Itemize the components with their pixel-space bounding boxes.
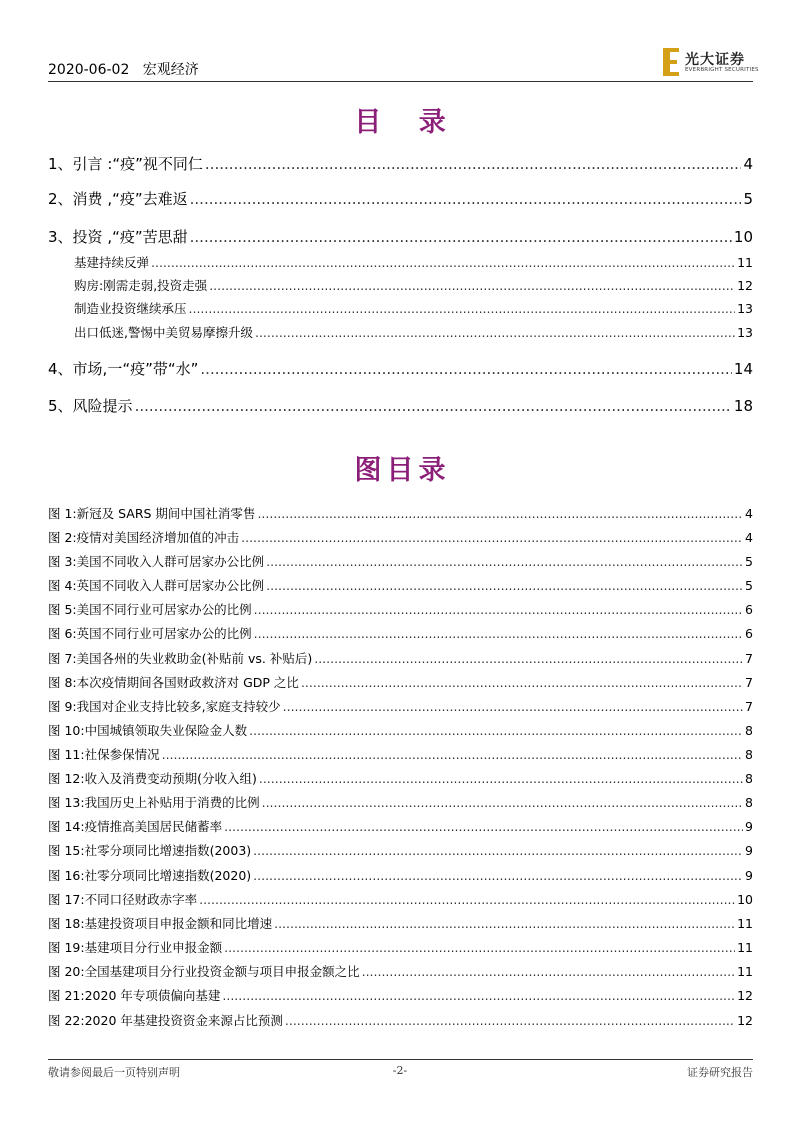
figure-item[interactable] [48,673,753,691]
toc-item[interactable] [48,358,753,378]
figure-item[interactable] [48,552,753,570]
figure-title: 图 17:不同口径财政赤字率 [48,892,198,907]
dot-leader [285,1013,735,1028]
figure-item[interactable] [48,721,753,739]
report-header [48,61,199,79]
dot-leader [262,795,743,810]
figure-title: 图 9:我国对企业支持比较多,家庭支持较少 [48,699,281,714]
dot-leader [253,868,743,883]
toc-item-number: 1、 [48,155,73,173]
dot-leader [255,325,735,340]
dot-leader [151,255,735,270]
figure-page: 11 [737,916,753,931]
figure-item[interactable] [48,600,753,618]
figure-item[interactable] [48,576,753,594]
figure-list-heading: 图目录 [354,455,451,486]
dot-leader [266,554,743,569]
figure-item[interactable] [48,745,753,763]
figure-title: 图 21:2020 年专项债偏向基建 [48,988,221,1003]
dot-leader [190,190,742,208]
figure-page: 6 [745,602,753,617]
figure-title: 图 12:收入及消费变动预期(分收入组) [48,771,257,786]
figure-page: 12 [737,988,753,1003]
dot-leader [249,723,743,738]
toc-item-page: 4 [743,155,753,173]
figure-page: 4 [745,530,753,545]
figure-title: 图 16:社零分项同比增速指数(2020) [48,868,252,883]
figure-title: 图 20:全国基建项目分行业投资金额与项目申报金额之比 [48,964,360,979]
figure-item[interactable] [48,1011,753,1029]
dot-leader [274,916,735,931]
figure-title: 图 18:基建投资项目申报金额和同比增速 [48,916,273,931]
toc-subitem-title: 制造业投资继续承压 [74,301,187,316]
dot-leader [254,626,743,641]
toc-item-page: 14 [733,360,753,378]
figure-title: 图 22:2020 年基建投资资金来源占比预测 [48,1013,283,1028]
toc-item-number: 2、 [48,190,73,208]
figure-title: 图 4:英国不同收入人群可居家办公比例 [48,578,265,593]
dot-leader [205,155,742,173]
figure-item[interactable] [48,793,753,811]
dot-leader [254,602,743,617]
figure-title: 图 11:社保参保情况 [48,747,160,762]
header-divider [48,81,753,82]
figure-item[interactable] [48,624,753,642]
toc-item[interactable] [48,153,753,173]
dot-leader [190,228,732,246]
toc-subitem-page: 13 [737,325,753,340]
figure-title: 图 8:本次疫情期间各国财政救济对 GDP 之比 [48,675,299,690]
figure-page: 8 [745,747,753,762]
figure-page: 8 [745,795,753,810]
dot-leader [224,940,735,955]
report-date: 2020-06-02 [48,62,130,78]
figure-item[interactable] [48,986,753,1004]
dot-leader [224,819,743,834]
toc-item[interactable] [48,395,753,415]
toc-subitem-page: 13 [737,301,753,316]
toc-item-page: 5 [743,190,753,208]
toc-subitem-title: 购房:刚需走弱,投资走强 [74,278,208,293]
figure-title: 图 7:美国各州的失业救助金(补贴前 vs. 补贴后) [48,651,313,666]
brand-logo [663,48,763,78]
figure-title: 图 15:社零分项同比增速指数(2003) [48,843,252,858]
figure-page: 5 [745,554,753,569]
toc-item-title: 市场,一“疫”带“水” [72,360,199,378]
dot-leader [266,578,743,593]
dot-leader [200,360,732,378]
figure-item[interactable] [48,817,753,835]
toc-subitem[interactable] [74,253,753,271]
toc-item-page: 10 [733,228,753,246]
figure-item[interactable] [48,890,753,908]
dot-leader [253,843,743,858]
figure-item[interactable] [48,962,753,980]
figure-page: 8 [745,771,753,786]
toc-item[interactable] [48,188,753,208]
figure-item[interactable] [48,697,753,715]
dot-leader [314,651,743,666]
dot-leader [283,699,743,714]
toc-subitem-title: 基建持续反弹 [74,255,150,270]
logo-en-text: EVERBRIGHT SECURITIES [685,67,759,73]
figure-page: 7 [745,651,753,666]
toc-subitem-title: 出口低迷,警惕中美贸易摩擦升级 [74,325,253,340]
dot-leader [209,278,735,293]
dot-leader [162,747,743,762]
dot-leader [189,301,736,316]
toc-subitem[interactable] [74,299,753,317]
figure-page: 7 [745,675,753,690]
toc-subitem-page: 11 [737,255,753,270]
figure-item[interactable] [48,841,753,859]
figure-page: 11 [737,940,753,955]
figure-title: 图 1:新冠及 SARS 期间中国社消零售 [48,506,256,521]
figure-page: 9 [745,819,753,834]
figure-title: 图 10:中国城镇领取失业保险金人数 [48,723,248,738]
everbright-logo-icon [663,48,681,76]
figure-title: 图 5:美国不同行业可居家办公的比例 [48,602,252,617]
figure-page: 10 [737,892,753,907]
toc-item-number: 5、 [48,397,73,415]
toc-item-number: 3、 [48,228,73,246]
toc-item-title: 投资 ,“疫”苦思甜 [72,228,188,246]
footer-divider [48,1059,753,1060]
figure-page: 4 [745,506,753,521]
figure-title: 图 2:疫情对美国经济增加值的冲击 [48,530,240,545]
figure-item[interactable] [48,769,753,787]
logo-cn-text: 光大证券 [685,52,745,68]
dot-leader [222,988,735,1003]
dot-leader [259,771,743,786]
figure-item[interactable] [48,528,753,546]
figure-item[interactable] [48,504,753,522]
figure-item[interactable] [48,938,753,956]
dot-leader [257,506,743,521]
toc-item-title: 引言 :“疫”视不同仁 [72,155,203,173]
figure-title: 图 14:疫情推高美国居民储蓄率 [48,819,223,834]
toc-item-title: 风险提示 [72,397,133,415]
figure-page: 8 [745,723,753,738]
dot-leader [362,964,736,979]
dot-leader [241,530,743,545]
figure-page: 9 [745,868,753,883]
toc-item[interactable] [48,226,753,246]
toc-item-number: 4、 [48,360,73,378]
report-category: 宏观经济 [142,62,199,78]
dot-leader [301,675,743,690]
figure-title: 图 6:英国不同行业可居家办公的比例 [48,626,252,641]
figure-title: 图 3:美国不同收入人群可居家办公比例 [48,554,265,569]
toc-item-title: 消费 ,“疫”去难返 [72,190,188,208]
figure-title: 图 13:我国历史上补贴用于消费的比例 [48,795,260,810]
figure-page: 7 [745,699,753,714]
figure-page: 6 [745,626,753,641]
footer-report-type: 证券研究报告 [687,1066,753,1079]
toc-subitem[interactable] [74,323,753,341]
figure-item[interactable] [48,914,753,932]
toc-subitem[interactable] [74,276,753,294]
figure-title: 图 19:基建项目分行业申报金额 [48,940,223,955]
toc-heading: 目 录 [354,107,460,138]
figure-page: 9 [745,843,753,858]
dot-leader [135,397,732,415]
toc-subitem-page: 12 [737,278,753,293]
figure-page: 11 [737,964,753,979]
footer-disclaimer: 敬请参阅最后一页特别声明 [48,1066,180,1079]
toc-item-page: 18 [733,397,753,415]
figure-page: 5 [745,578,753,593]
dot-leader [199,892,735,907]
figure-page: 12 [737,1013,753,1028]
figure-item[interactable] [48,866,753,884]
footer-page-number: -2- [392,1064,408,1077]
figure-item[interactable] [48,649,753,667]
